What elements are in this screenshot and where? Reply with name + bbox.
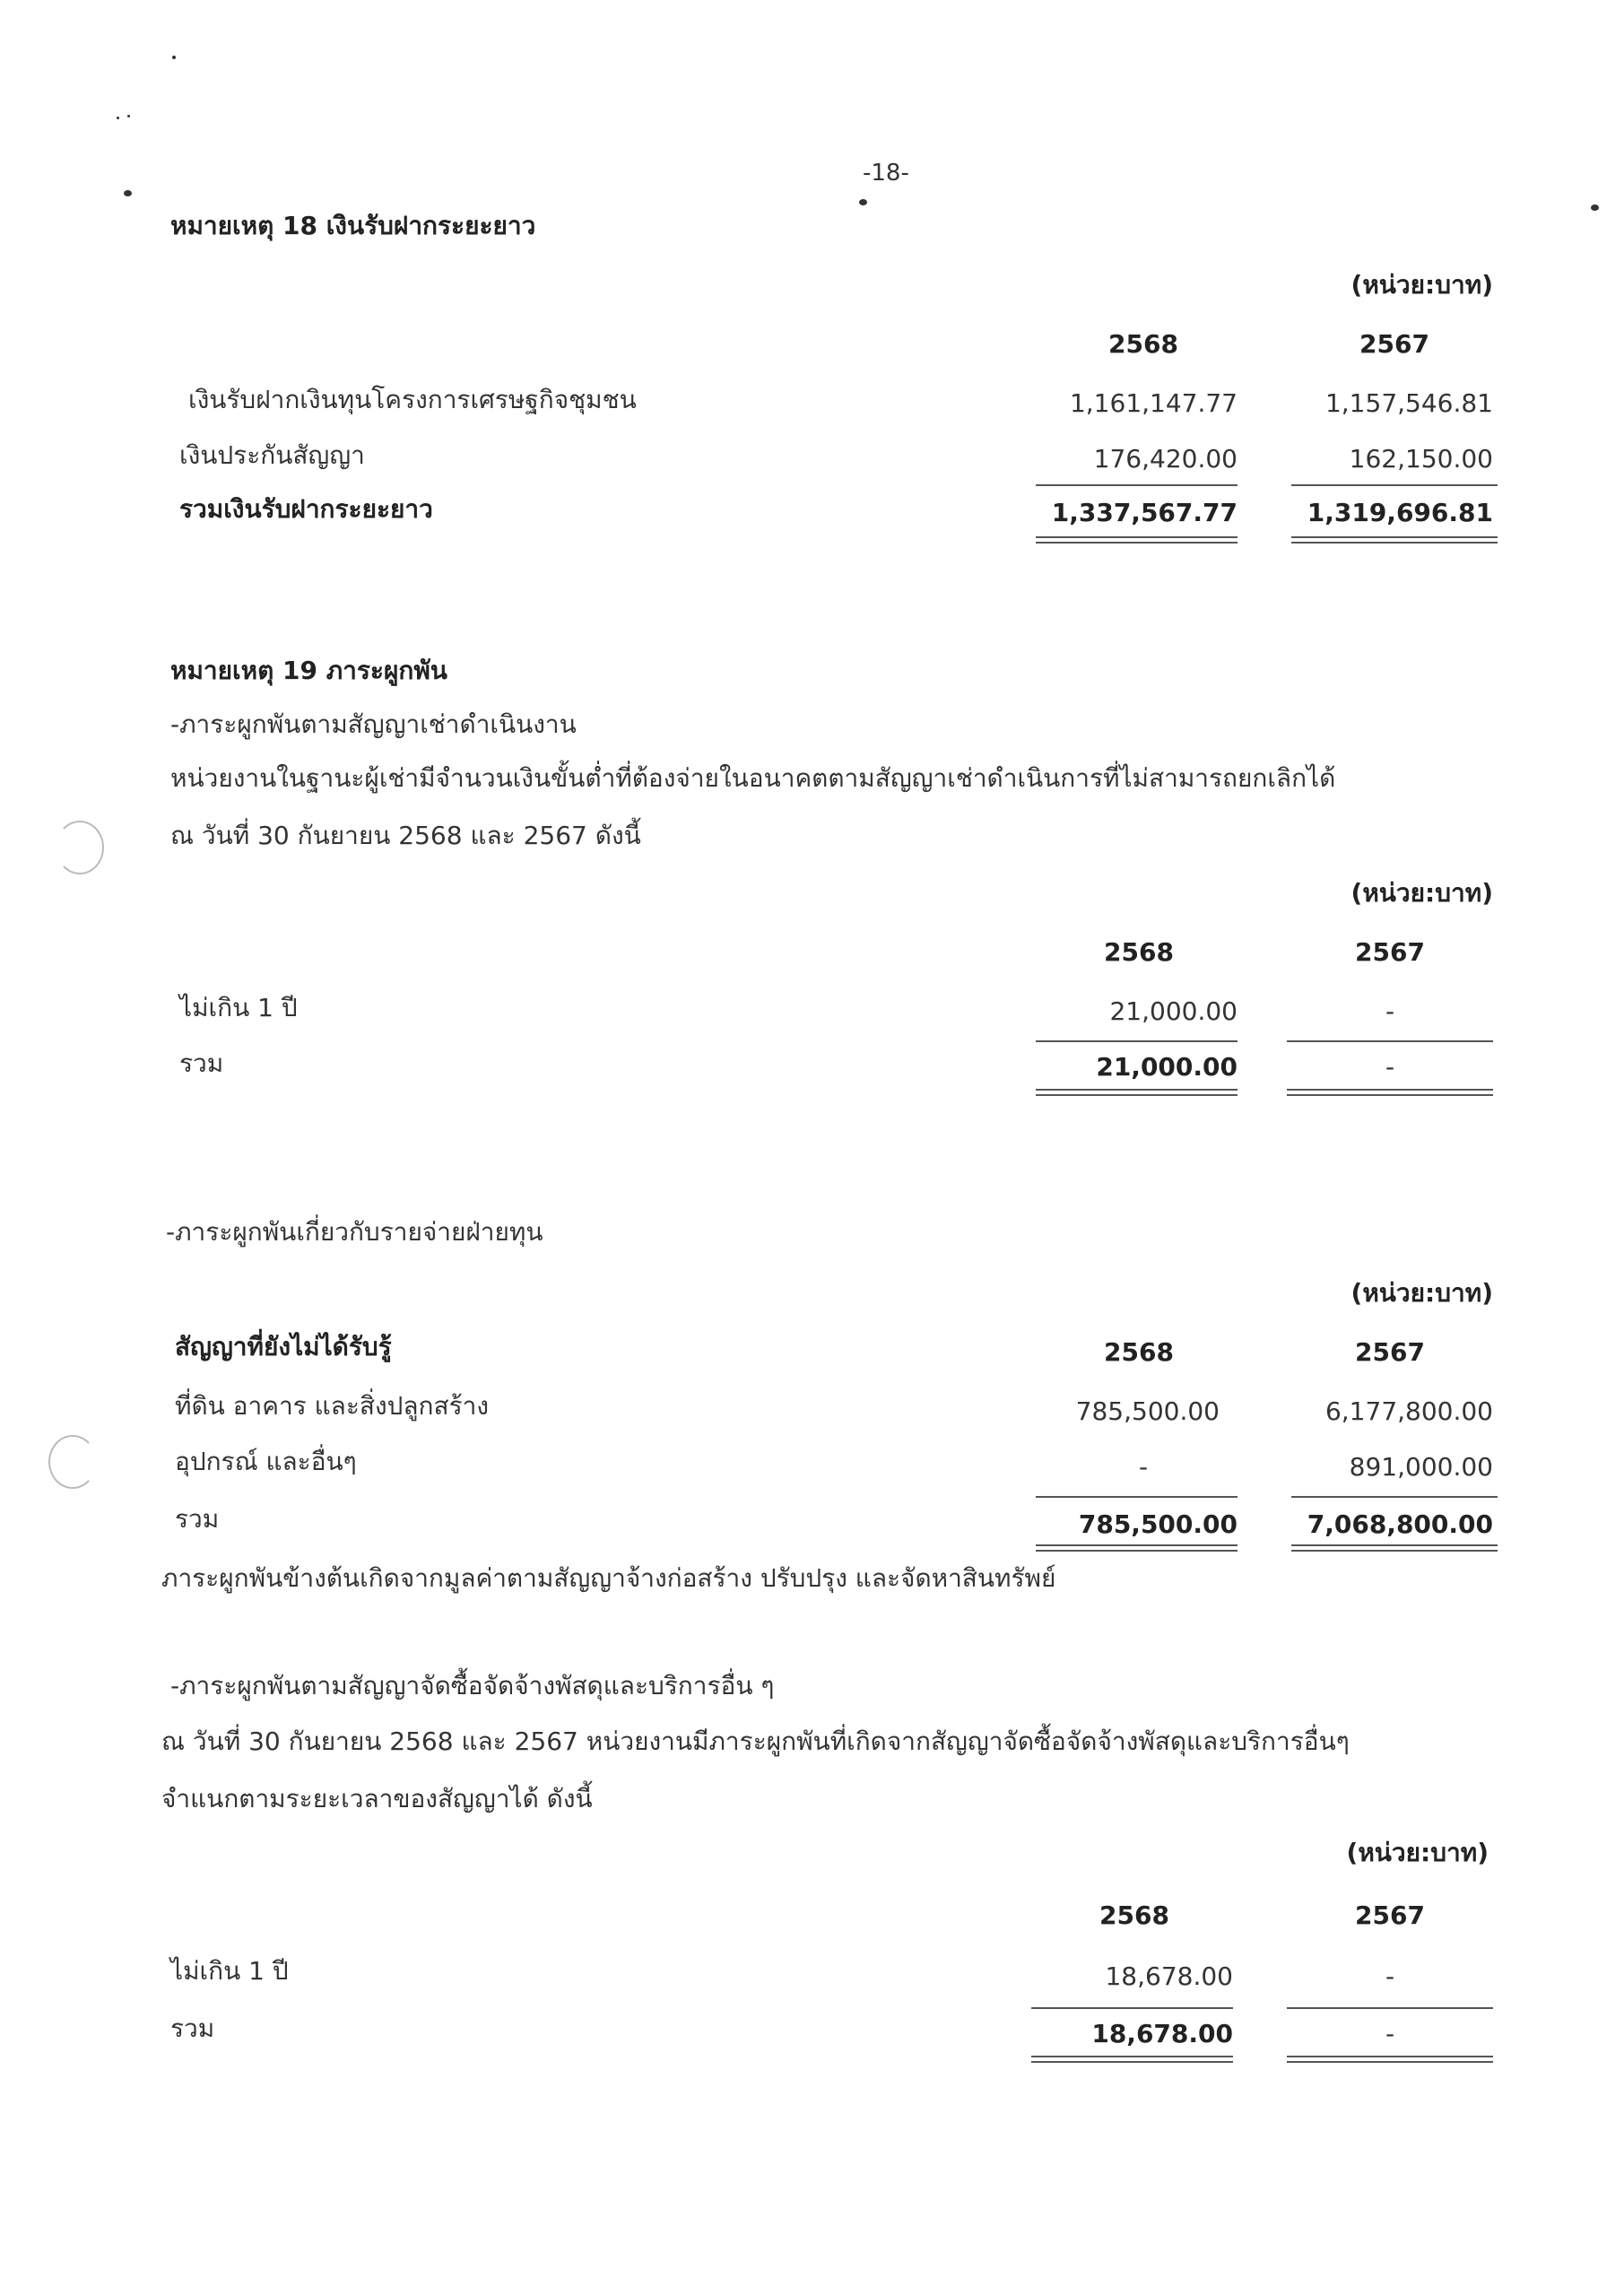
scan-speck (172, 56, 176, 59)
capex-total-label: รวม (175, 1504, 220, 1534)
subtotal-rule (1036, 1040, 1238, 1042)
lease-total-current: 21,000.00 (1096, 1052, 1238, 1082)
subtotal-rule (1287, 1040, 1493, 1042)
capex-row-label: อุปกรณ์ และอื่นๆ (175, 1447, 357, 1476)
unit-label: (หน่วย:บาท) (1350, 270, 1493, 300)
note18-row-prior: 162,150.00 (1349, 444, 1493, 474)
scan-speck (117, 117, 119, 119)
note19-title: หมายเหตุ 19 ภาระผูกพัน (170, 656, 447, 685)
subtotal-rule (1036, 484, 1238, 486)
year-current-header: 2568 (1104, 1337, 1174, 1367)
total-double-rule (1036, 1544, 1238, 1552)
page-number: -18- (863, 160, 909, 187)
punch-hole-shadow (56, 821, 104, 874)
subtotal-rule (1291, 1496, 1498, 1498)
total-double-rule (1287, 2056, 1493, 2063)
unit-label: (หน่วย:บาท) (1346, 1838, 1489, 1867)
procurement-row-current: 18,678.00 (1105, 1961, 1233, 1991)
year-current-header: 2568 (1099, 1900, 1169, 1930)
year-current-header: 2568 (1104, 937, 1174, 967)
procurement-total-current: 18,678.00 (1091, 2019, 1233, 2048)
capex-footnote: ภาระผูกพันข้างต้นเกิดจากมูลค่าตามสัญญาจ้างก่อสร้าง ปรับปรุง และจัดหาสินทรัพย์ (161, 1563, 1056, 1593)
capex-row-label: ที่ดิน อาคาร และสิ่งปลูกสร้าง (175, 1391, 490, 1421)
total-double-rule (1036, 1089, 1238, 1096)
year-current-header: 2568 (1108, 329, 1178, 359)
total-double-rule (1287, 1089, 1493, 1096)
procurement-desc-line2: จำแนกตามระยะเวลาของสัญญาได้ ดังนี้ (161, 1784, 593, 1813)
capex-row-current: 785,500.00 (1075, 1396, 1220, 1426)
subtotal-rule (1031, 2007, 1233, 2009)
note18-total-prior: 1,319,696.81 (1307, 498, 1493, 527)
unit-label: (หน่วย:บาท) (1350, 1278, 1493, 1308)
capex-total-current: 785,500.00 (1078, 1509, 1238, 1539)
total-double-rule (1291, 536, 1498, 544)
lease-total-label: รวม (179, 1048, 224, 1078)
lease-row-current: 21,000.00 (1109, 996, 1238, 1026)
scan-speck (1591, 204, 1599, 211)
lease-desc-line2: ณ วันที่ 30 กันยายน 2568 และ 2567 ดังนี้ (170, 821, 641, 850)
subtotal-rule (1291, 484, 1498, 486)
total-double-rule (1036, 536, 1238, 544)
year-prior-header: 2567 (1355, 937, 1425, 967)
procurement-heading: -ภาระผูกพันตามสัญญาจัดซื้อจัดจ้างพัสดุและบริการอื่น ๆ (170, 1671, 775, 1700)
lease-row-prior: - (1385, 996, 1395, 1026)
year-prior-header: 2567 (1355, 1337, 1425, 1367)
total-double-rule (1031, 2056, 1233, 2063)
scan-speck (859, 199, 867, 205)
note18-row-label: เงินรับฝากเงินทุนโครงการเศรษฐกิจชุมชน (188, 385, 637, 414)
lease-desc-line1: หน่วยงานในฐานะผู้เช่ามีจำนวนเงินขั้นต่ำที่ต้องจ่ายในอนาคตตามสัญญาเช่าดำเนินการที่ไม่สามารถยกเลิกได้ (170, 763, 1336, 793)
note18-row-label: เงินประกันสัญญา (179, 440, 365, 470)
capex-subheading: สัญญาที่ยังไม่ได้รับรู้ (175, 1332, 392, 1361)
year-prior-header: 2567 (1359, 329, 1429, 359)
note18-row-current: 176,420.00 (1093, 444, 1238, 474)
capex-total-prior: 7,068,800.00 (1307, 1509, 1493, 1539)
capex-row-current: - (1138, 1452, 1149, 1482)
total-double-rule (1291, 1544, 1498, 1552)
capex-heading: -ภาระผูกพันเกี่ยวกับรายจ่ายฝ่ายทุน (166, 1217, 543, 1247)
note18-total-label: รวมเงินรับฝากระยะยาว (179, 494, 433, 524)
note18-row-current: 1,161,147.77 (1069, 388, 1238, 418)
note18-row-prior: 1,157,546.81 (1324, 388, 1493, 418)
lease-total-prior: - (1385, 1052, 1395, 1082)
note18-title: หมายเหตุ 18 เงินรับฝากระยะยาว (170, 211, 536, 240)
scan-speck (127, 115, 130, 117)
scan-speck (124, 190, 132, 196)
procurement-row-label: ไม่เกิน 1 ปี (170, 1956, 289, 1986)
procurement-row-prior: - (1385, 1961, 1395, 1991)
subtotal-rule (1287, 2007, 1493, 2009)
procurement-desc-line1: ณ วันที่ 30 กันยายน 2568 และ 2567 หน่วยงานมีภาระผูกพันที่เกิดจากสัญญาจัดซื้อจัดจ้างพัสดุและบริการอื่นๆ (161, 1726, 1350, 1756)
capex-row-prior: 891,000.00 (1349, 1452, 1493, 1482)
subtotal-rule (1036, 1496, 1238, 1498)
lease-row-label: ไม่เกิน 1 ปี (179, 993, 298, 1022)
punch-hole-shadow (48, 1435, 97, 1489)
procurement-total-prior: - (1385, 2019, 1395, 2048)
year-prior-header: 2567 (1355, 1900, 1425, 1930)
capex-row-prior: 6,177,800.00 (1324, 1396, 1493, 1426)
unit-label: (หน่วย:บาท) (1350, 878, 1493, 908)
note18-total-current: 1,337,567.77 (1051, 498, 1238, 527)
lease-heading: -ภาระผูกพันตามสัญญาเช่าดำเนินงาน (170, 709, 577, 739)
procurement-total-label: รวม (170, 2013, 215, 2043)
